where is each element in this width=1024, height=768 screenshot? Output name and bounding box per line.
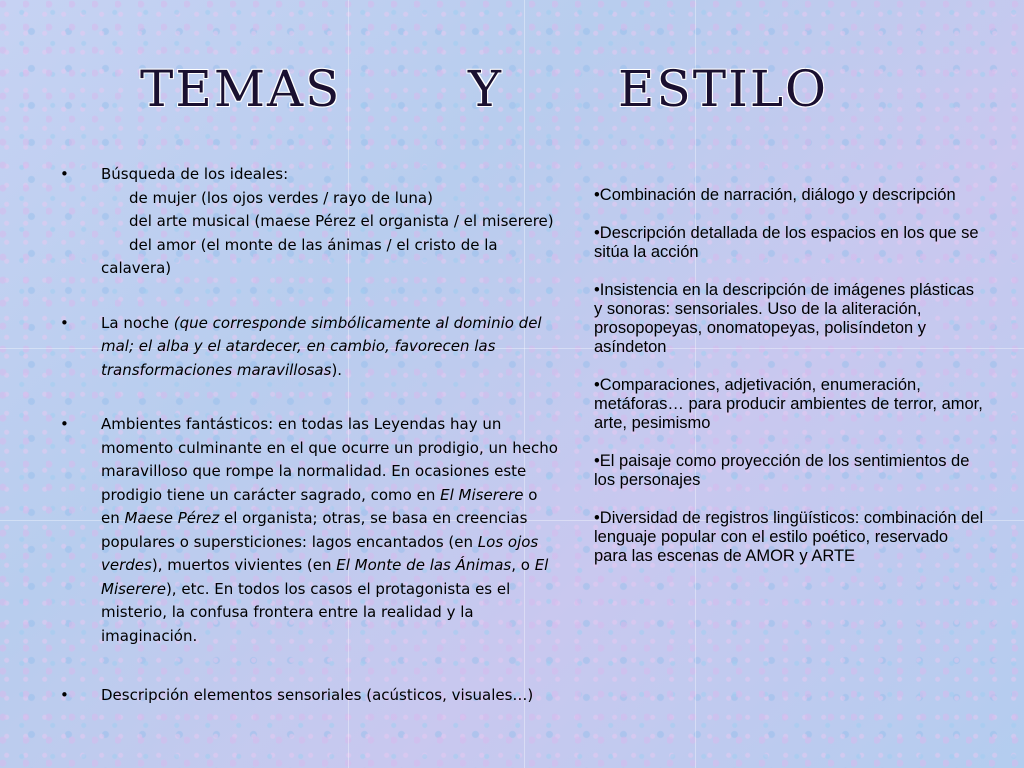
list-item [60, 312, 560, 383]
list-item [60, 163, 560, 281]
item-italic-text: El Miserere [440, 485, 524, 504]
estilo-item: •Comparaciones, adjetivación, enumeración, metáforas… para producir ambientes de terror, amor, arte, pesimismo [594, 376, 983, 432]
item-heading: Búsqueda de los ideales: [101, 165, 289, 183]
list-item [60, 684, 560, 708]
item-italic-text: El Monte de las Ánimas [336, 556, 512, 574]
bullet-icon: • [60, 313, 69, 332]
estilo-item: •El paisaje como proyección de los sentimientos de los personajes [594, 452, 970, 489]
title-word-temas: TEMAS [140, 60, 342, 118]
estilo-item: •Combinación de narración, diálogo y descripción [594, 186, 956, 204]
title-word-estilo: ESTILO [618, 60, 829, 118]
item-text: ), etc. En todos los casos el protagonista es el misterio, la confusa frontera entre la realidad y la imaginación. [101, 579, 511, 645]
estilo-item: •Descripción detallada de los espacios en los que se sitúa la acción [594, 224, 979, 261]
bullet-icon: • [60, 165, 69, 183]
sub-item: de mujer (los ojos verdes / rayo de luna) [129, 188, 433, 207]
item-text: , o [511, 556, 535, 574]
item-text: Descripción elementos sensoriales (acústicos, visuales…) [101, 686, 534, 704]
item-text: ). [331, 360, 343, 379]
item-text: Ambientes fantásticos: en todas las Leyendas hay un momento culminante en el que ocurre un prodigio, un hecho maravilloso que rompe la normalidad. En ocasiones este prodigio tiene un carácter sagrado, como en [101, 415, 558, 504]
item-text: el organista; otras, se basa en creencias populares o supersticiones: lagos encantados (en [101, 509, 528, 551]
temas-column [60, 163, 560, 708]
item-text: La noche [101, 313, 174, 332]
bullet-icon: • [60, 415, 69, 433]
title-word-y: Y [468, 60, 504, 118]
item-text: o en [101, 485, 538, 527]
list-item [60, 413, 560, 648]
item-italic-text: El Miserere [101, 556, 549, 598]
estilo-column [594, 186, 984, 585]
bullet-icon: • [60, 686, 69, 704]
item-text: ), muertos vivientes (en [151, 556, 337, 574]
sub-item: del arte musical (maese Pérez el organista / el miserere) [129, 212, 554, 230]
item-italic-text: Maese Pérez [124, 509, 220, 527]
item-italic-text: Los ojos verdes [101, 532, 539, 574]
item-italic-text: (que corresponde simbólicamente al dominio del mal; el alba y el atardecer, en cambio, favorecen las transformaciones maravillosas [101, 313, 542, 379]
estilo-item: •Diversidad de registros lingüísticos: combinación del lenguaje popular con el estilo poético, reservado para las escenas de AMOR y ARTE [594, 509, 984, 565]
sub-item: del amor (el monte de las ánimas / el cristo de la calavera) [101, 235, 498, 277]
slide-title [0, 60, 1024, 140]
estilo-item: •Insistencia en la descripción de imágenes plásticas y sonoras: sensoriales. Uso de la aliteración, prosopopeyas, onomatopeyas, polisíndeton y asíndeton [594, 281, 974, 356]
